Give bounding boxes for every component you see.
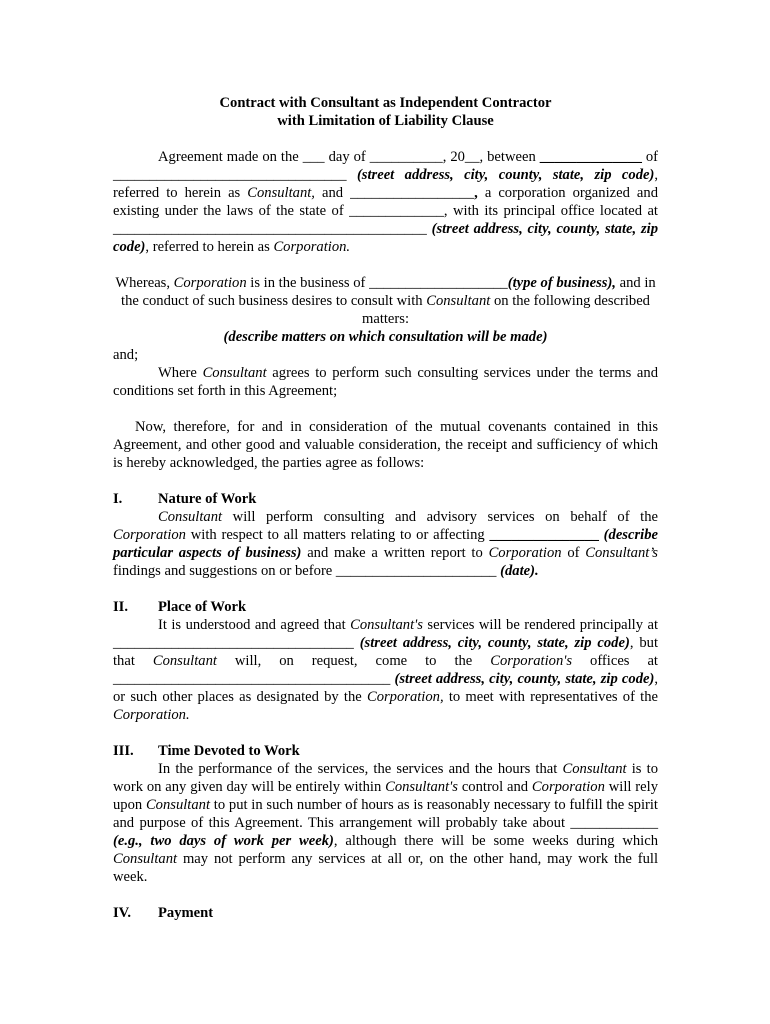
document-content [113, 94, 658, 922]
section-2-body: It is understood and agreed that Consultant's services will be rendered principally at _________________________________ (street address, city, county, state, zip code), but that Consultant will, on request, come to the Corporation's offices at ______________________________________ (street address, city, county, state, zip code), or such other places as designated by the Corporation, to meet with representatives of the Corporation. [113, 617, 658, 723]
section-1-heading: I. Nature of Work [113, 491, 257, 507]
intro-paragraph: Agreement made on the ___ day of __________, 20__, between ______________ of ________________________________ (street address, city, county, state, zip code), referred to herein as Consultant, and _________________, a corporation organized and existing under the laws of the state of _____________, with its principal office located at ___________________________________________ (street address, city, county, state, zip code), referred to herein as Corporation. [113, 149, 658, 255]
whereas-paragraph-1: Whereas, Corporation is in the business of ___________________(type of business), and in the conduct of such business desires to consult with Consultant on the following described matters: (describe matters on which consultation will be made) [115, 275, 656, 345]
whereas-paragraph-2: Where Consultant agrees to perform such consulting services under the terms and conditions set forth in this Agreement; [113, 365, 658, 399]
now-therefore-paragraph: Now, therefore, for and in consideration of the mutual covenants contained in this Agreement, and other good and valuable consideration, the receipt and sufficiency of which is hereby acknowledged, the parties agree as follows: [113, 419, 658, 471]
and-word: and; [113, 347, 139, 363]
section-3-body: In the performance of the services, the services and the hours that Consultant is to work on any given day will be entirely within Consultant's control and Corporation will rely upon Consultant to put in such number of hours as is reasonably necessary to fulfill the spirit and purpose of this Agreement. This arrangement will probably take about ____________ (e.g., two days of work per week), although there will be some weeks during which Consultant may not perform any services at all or, on the other hand, may work the full week. [113, 761, 658, 885]
section-1-body: Consultant will perform consulting and advisory services on behalf of the Corporation with respect to all matters relating to or affecting _______________ (describe particular aspects of business) and make a written report to Corporation of Consultant’s findings and suggestions on or before ______________________ (date). [113, 509, 658, 579]
title-line-1: Contract with Consultant as Independent Contractor [219, 95, 552, 111]
section-3-heading: III. Time Devoted to Work [113, 743, 300, 759]
section-2-heading: II. Place of Work [113, 599, 247, 615]
title-line-2: with Limitation of Liability Clause [277, 113, 494, 129]
consultation-matters-placeholder: (describe matters on which consultation will be made) [223, 329, 548, 345]
section-4-heading: IV. Payment [113, 905, 214, 921]
document-title [113, 94, 658, 130]
